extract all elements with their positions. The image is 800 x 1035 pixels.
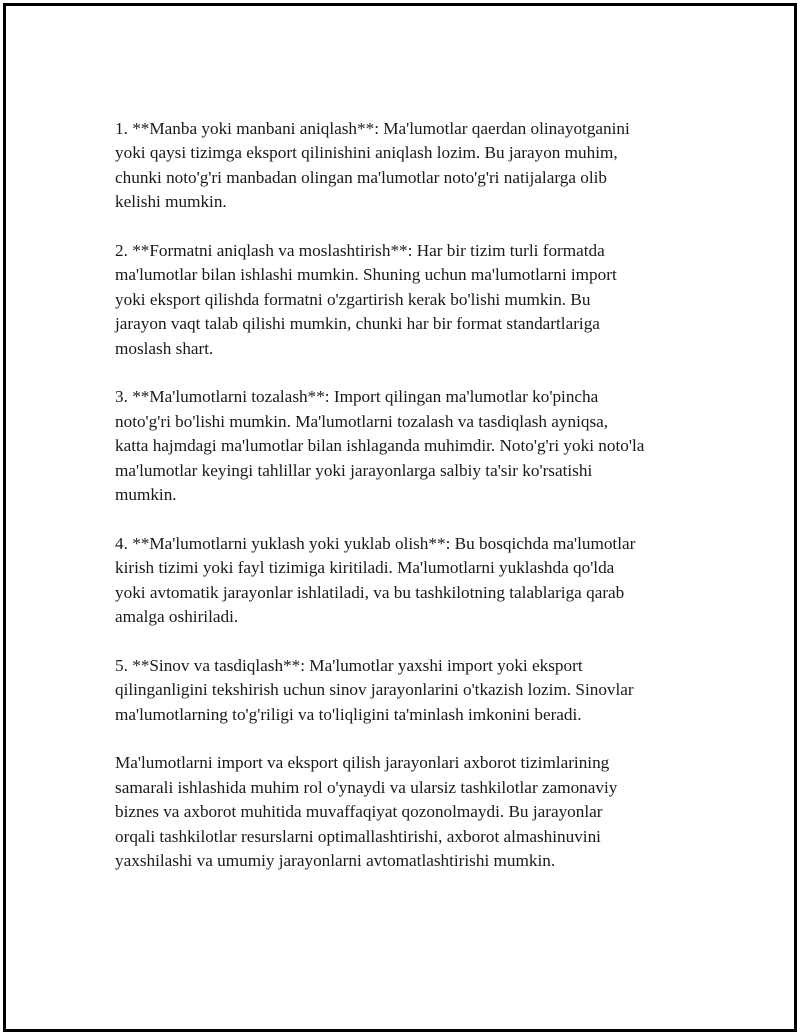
document-body: [115, 117, 690, 898]
paragraph-data-cleaning: 3. **Ma'lumotlarni tozalash**: Import qilingan ma'lumotlar ko'pincha noto'g'ri bo'lishi mumkin. Ma'lumotlarni tozalash va tasdiqlash ayniqsa, katta hajmdagi ma'lumotlar bilan ishlaganda muhimdir. Noto'g'ri yoki noto'la ma'lumotlar keyingi tahlillar yoki jarayonlarga salbiy ta'sir ko'rsatishi mumkin.: [115, 387, 645, 505]
paragraph-conclusion: Ma'lumotlarni import va eksport qilish jarayonlari axborot tizimlarining samarali ishlashida muhim rol o'ynaydi va ularsiz tashkilotlar zamonaviy biznes va axborot muhitida muvaffaqiyat qozonolmaydi. Bu jarayonlar orqali tashkilotlar resurslarni optimallashtirishi, axborot almashinuvini yaxshilashi va umumiy jarayonlarni avtomatlashtirishi mumkin.: [115, 753, 618, 871]
paragraph-format-adaptation: 2. **Formatni aniqlash va moslashtirish**: Har bir tizim turli formatda ma'lumotlar bilan ishlashi mumkin. Shuning uchun ma'lumotlarni import yoki eksport qilishda formatni o'zgartirish kerak bo'lishi mumkin. Bu jarayon vaqt talab qilishi mumkin, chunki har bir format standartlariga moslash shart.: [115, 241, 617, 358]
paragraph-testing-validation: 5. **Sinov va tasdiqlash**: Ma'lumotlar yaxshi import yoki eksport qilinganligini tekshirish uchun sinov jarayonlarini o'tkazish lozim. Sinovlar ma'lumotlarning to'g'riligi va to'liqligini ta'minlash imkonini beradi.: [115, 655, 634, 724]
paragraph-data-loading: 4. **Ma'lumotlarni yuklash yoki yuklab olish**: Bu bosqichda ma'lumotlar kirish tizimi yoki fayl tizimiga kiritiladi. Ma'lumotlarni yuklashda qo'lda yoki avtomatik jarayonlar ishlatiladi, va bu tashkilotning talablariga qarab amalga oshiriladi.: [115, 533, 636, 627]
paragraph-source-identification: 1. **Manba yoki manbani aniqlash**: Ma'lumotlar qaerdan olinayotganini yoki qaysi tizimga eksport qilinishini aniqlash lozim. Bu jarayon muhim, chunki noto'g'ri manbadan olingan ma'lumotlar noto'g'ri natijalarga olib kelishi mumkin.: [115, 119, 630, 212]
